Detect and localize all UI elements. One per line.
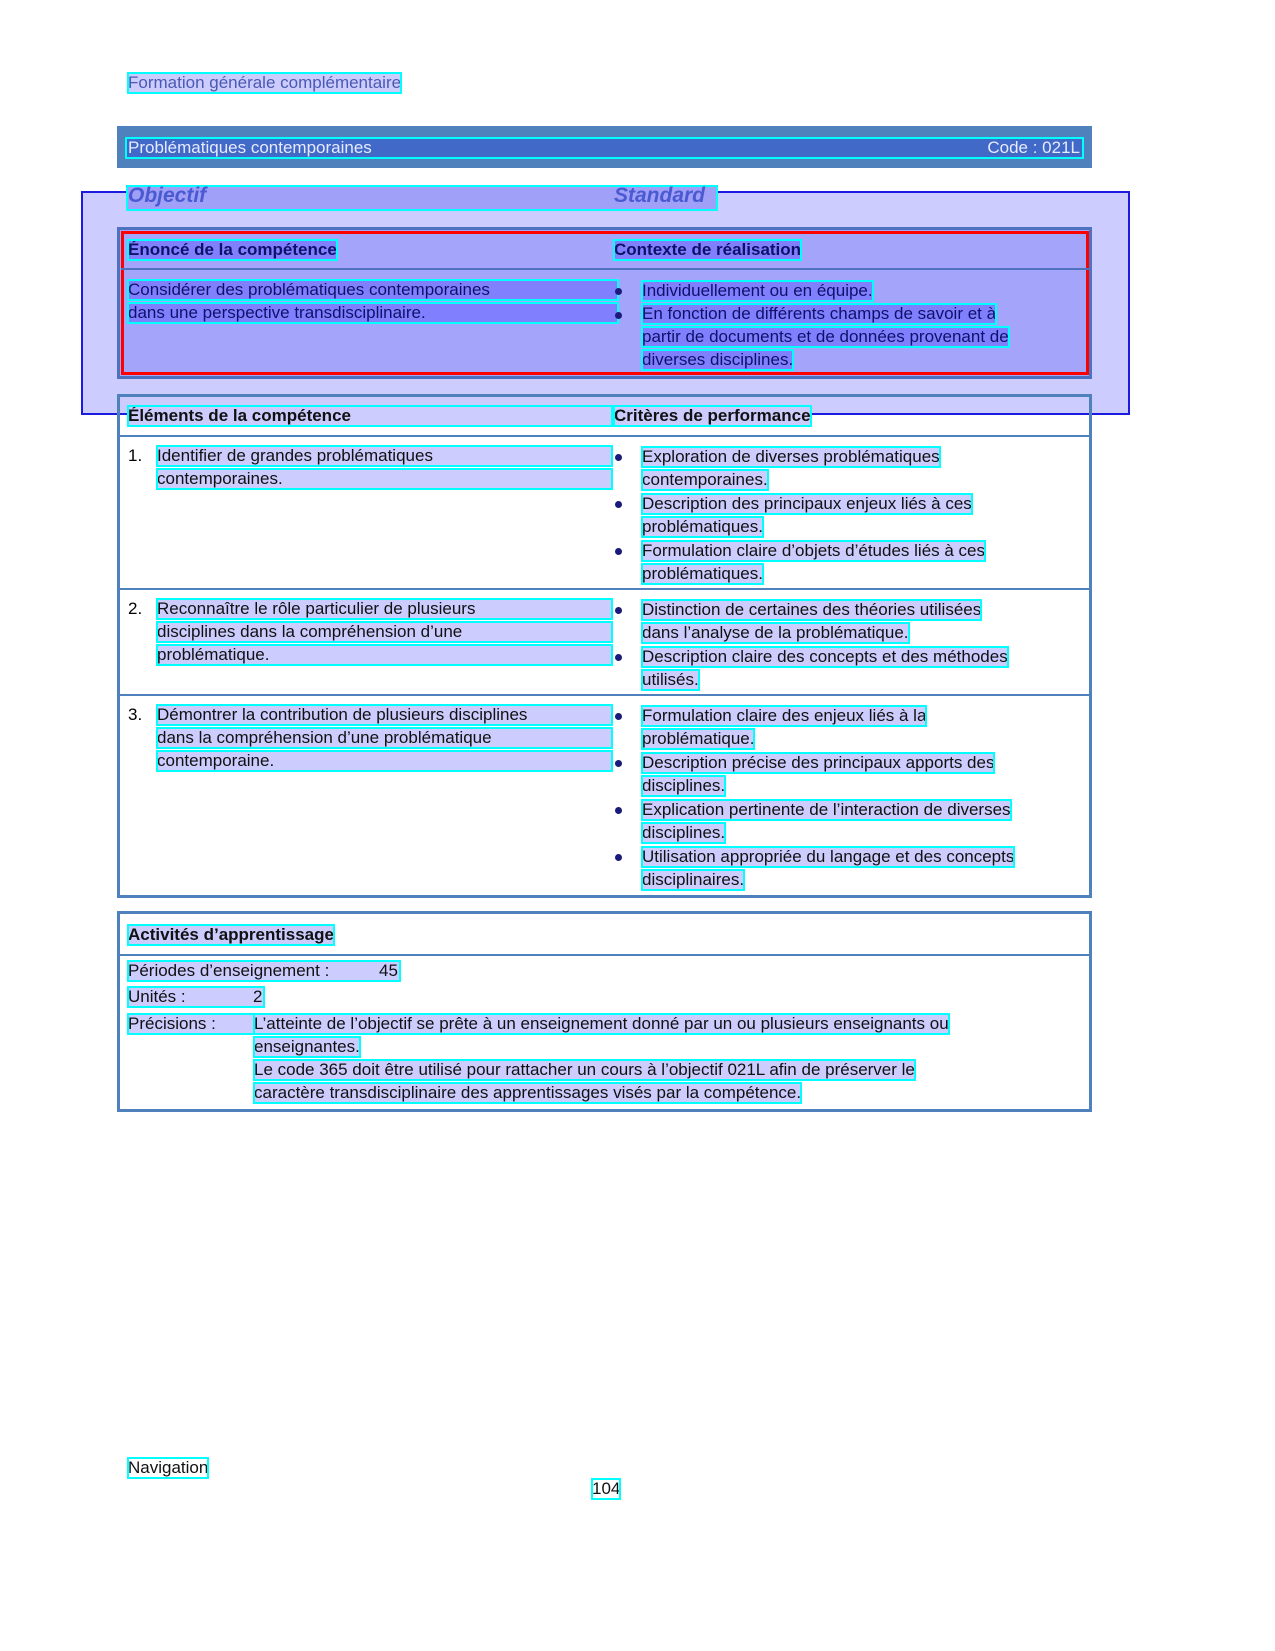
criterion-cont: problématiques. [642, 564, 763, 583]
element-line: Identifier de grandes problématiques [157, 446, 612, 466]
element-line: contemporaine. [157, 751, 612, 771]
elements-header: Éléments de la compétence [128, 406, 612, 426]
context-item-cont: diverses disciplines. [642, 350, 794, 369]
context-item: Individuellement ou en équipe. [642, 281, 873, 300]
course-code: Code : 021L [987, 138, 1080, 157]
statement-header: Énoncé de la compétence [128, 240, 337, 259]
criterion-cont: disciplines. [642, 776, 726, 795]
element-line: Démontrer la contribution de plusieurs disciplines [157, 705, 612, 725]
criterion-cont: disciplinaires. [642, 870, 745, 889]
element-line: disciplines dans la compréhension d’une [157, 622, 612, 642]
precisions-label: Précisions : [128, 1014, 255, 1034]
precisions-line: caractère transdisciplinaire des apprentissages visés par la compétence. [254, 1083, 802, 1102]
navigation-link[interactable]: Navigation [128, 1458, 209, 1477]
context-item: En fonction de différents champs de savoir et à [642, 304, 997, 323]
criterion-cont: disciplines. [642, 823, 726, 842]
statement-line: Considérer des problématiques contemporaines [128, 280, 618, 300]
criterion: Description des principaux enjeux liés à ces [642, 494, 972, 513]
criterion: Formulation claire d’objets d’études liés à ces [642, 541, 986, 560]
precisions-line: L’atteinte de l’objectif se prête à un enseignement donné par un ou plusieurs enseignants ou [254, 1014, 949, 1033]
criterion-cont: contemporaines. [642, 470, 768, 489]
criterion: Formulation claire des enjeux liés à la [642, 706, 927, 725]
periods-row [128, 961, 400, 981]
periods-value: 45 [379, 961, 398, 980]
section-title: Formation générale complémentaire [128, 73, 402, 92]
criterion: Explication pertinente de l’interaction de diverses [642, 800, 1011, 819]
precisions-line: Le code 365 doit être utilisé pour rattacher un cours à l’objectif 021L afin de préserver le [254, 1060, 915, 1079]
element-line: Reconnaître le rôle particulier de plusieurs [157, 599, 612, 619]
title-bar [117, 126, 1092, 168]
criterion-cont: problématique. [642, 729, 755, 748]
context-item-cont: partir de documents et de données provenant de [642, 327, 1009, 346]
element-number: 1. [128, 446, 143, 465]
criterion: Description précise des principaux apports des [642, 753, 995, 772]
page-number: 104 [592, 1479, 621, 1498]
element-line: dans la compréhension d’une problématique [157, 728, 612, 748]
criterion: Exploration de diverses problématiques [642, 447, 940, 466]
units-label: Unités : [128, 987, 186, 1006]
precisions-line: enseignantes. [254, 1037, 360, 1056]
element-line: problématique. [157, 645, 612, 665]
standard-heading: Standard [614, 184, 706, 207]
criterion-cont: dans l’analyse de la problématique. [642, 623, 909, 642]
element-line: contemporaines. [157, 469, 612, 489]
criterion: Description claire des concepts et des méthodes [642, 647, 1008, 666]
context-header: Contexte de réalisation [614, 240, 802, 259]
element-number: 3. [128, 705, 143, 724]
objective-heading: Objectif [128, 184, 207, 207]
criterion-cont: problématiques. [642, 517, 763, 536]
criterion-cont: utilisés. [642, 670, 699, 689]
periods-label: Périodes d’enseignement : [128, 961, 330, 980]
statement-line: dans une perspective transdisciplinaire. [128, 303, 618, 323]
course-title: Problématiques contemporaines [128, 138, 372, 157]
criterion: Distinction de certaines des théories utilisées [642, 600, 982, 619]
units-value: 2 [253, 987, 263, 1006]
criteria-header: Critères de performance [614, 406, 811, 425]
criterion: Utilisation appropriée du langage et des concepts [642, 847, 1015, 866]
element-number: 2. [128, 599, 143, 618]
activities-title: Activités d’apprentissage [128, 925, 334, 944]
units-row [128, 987, 264, 1007]
